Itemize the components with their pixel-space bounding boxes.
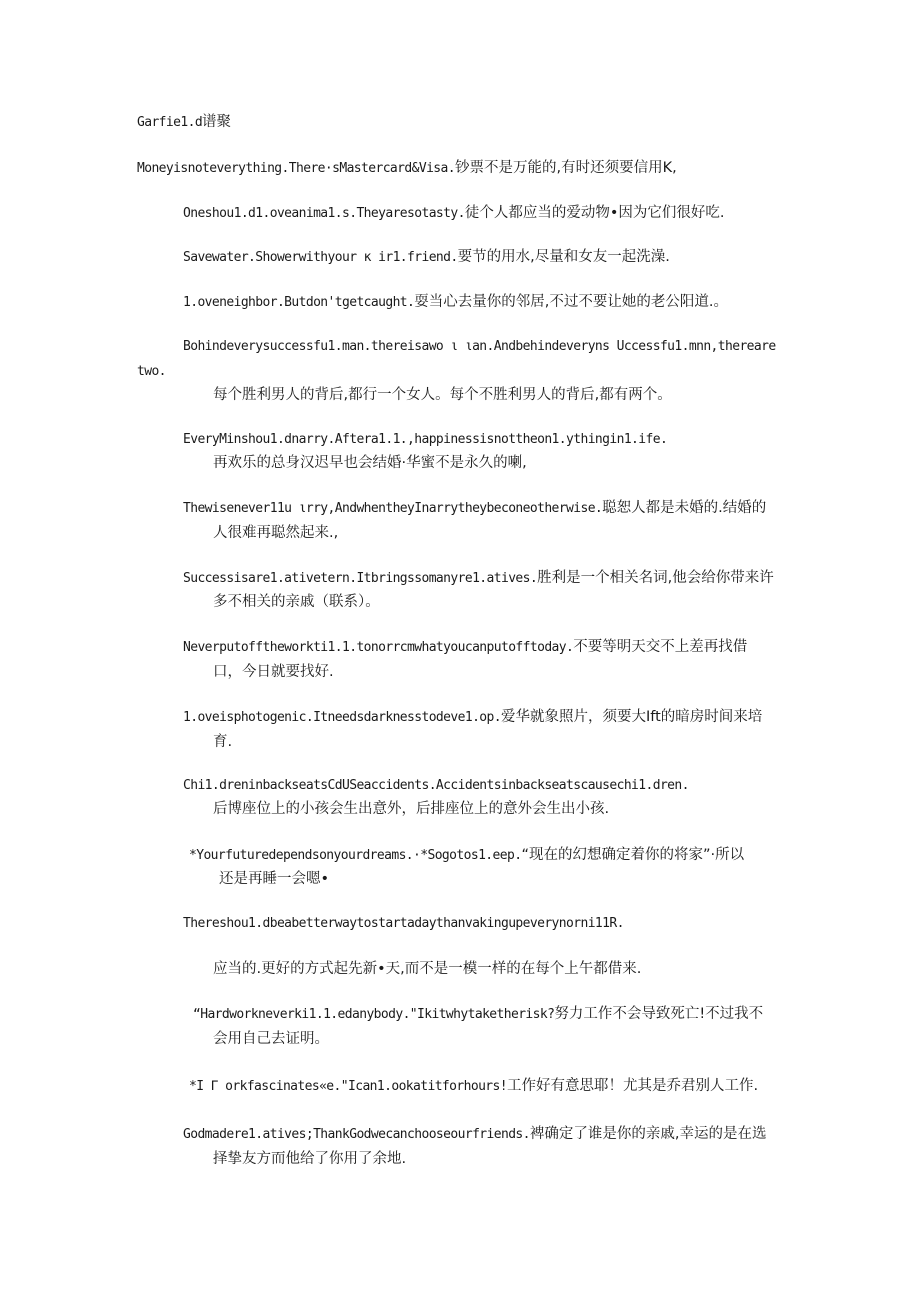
quote-translation: 再欢乐的总身汉迟早也会结婚·华蜜不是永久的喇,: [213, 455, 527, 471]
quote-line: Successisare1.ativetern.Itbringssomanyre1.atives.胜利是一个相关名词,他会给你带来许: [183, 570, 774, 586]
quote-line: Thereshou1.dbeabetterwaytostartadaythanvakingupeverynorni11R.: [183, 916, 624, 931]
quote-translation: 应当的.更好的方式起先新•天,而不是一模一样的在每个上午都借来.: [213, 961, 642, 977]
quote-line: Thewisenever11u ιrry,AndwhentheyInarrytheybeconeotherwise.聪恕人都是未婚的.结婚的: [183, 500, 767, 516]
quote-line: Oneshou1.d1.oveanima1.s.Theyaresotasty.徒个人都应当的爱动物•因为它们很好吃.: [183, 205, 725, 221]
quote-translation: 每个胜利男人的背后,都行一个女人。每个不胜利男人的背后,都有两个。: [213, 387, 672, 403]
quote-translation: 口，今日就要找好.: [213, 664, 334, 680]
quote-line: EveryMinshou1.dnarry.Aftera1.1.,happinessisnottheon1.ythingin1.ife.: [183, 432, 668, 447]
quote-line: *I Γ orkfascinates«e."Ican1.ookatitforhours!工作好有意思耶！尤其是乔君别人工作.: [189, 1078, 759, 1094]
quote-line: *Yourfuturedependsonyourdreams.·*Sogotos1.eep.“现在的幻想确定着你的将家”·所以: [189, 847, 745, 863]
quote-translation: 还是再睡一会嗯•: [219, 871, 330, 887]
quote-line: Bohindeverysuccessfu1.man.thereisawo ι ιan.Andbehindeveryns Uccessfu1.mnn,thereare: [183, 339, 776, 354]
quote-line: Moneyisnoteverything.There·sMastercard&Visa.钞票不是万能的,有时还须要信用K,: [137, 160, 677, 176]
quote-translation: 人很难再聪然起来.,: [213, 525, 339, 541]
quote-line: Chi1.dreninbackseatsCdUSeaccidents.Accidentsinbackseatscausechi1.dren.: [183, 778, 689, 793]
quote-translation: 后博座位上的小孩会生出意外，后排座位上的意外会生出小孩.: [213, 801, 610, 817]
quote-translation: 多不相关的亲戚（联系）。: [213, 594, 380, 610]
document-title: Garfie1.d谱聚: [137, 114, 232, 130]
quote-line: Savewater.Showerwithyour ĸ ir1.friend.要节的用水,尽量和女友一起洗澡.: [183, 249, 670, 265]
quote-line: “Hardworkneverki1.1.edanybody."Ikitwhytaketherisk?努力工作不会导致死亡!不过我不: [193, 1006, 764, 1022]
quote-translation: 育.: [213, 734, 233, 750]
quote-line: 1.oveneighbor.Butdon'tgetcaught.耍当心去量你的邻居,不过不要让她的老公阳道.。: [183, 294, 728, 310]
quote-line-continued: two.: [137, 364, 166, 379]
quote-line: Godmadere1.atives;ThankGodwecanchooseourfriends.裨确定了谁是你的亲戚,幸运的是在选: [183, 1126, 767, 1142]
quote-translation: 择挚友方而他给了你用了余地.: [213, 1151, 407, 1167]
quote-line: 1.oveisphotogenic.Itneedsdarknesstodeve1.op.爱华就象照片，须要大Ift的暗房时间来培: [183, 709, 763, 725]
quote-line: Neverputofftheworkti1.1.tonorrcmwhatyoucanputofftoday.不要等明天交不上差再找借: [183, 639, 748, 655]
quote-translation: 会用自己去证明。: [213, 1031, 329, 1047]
